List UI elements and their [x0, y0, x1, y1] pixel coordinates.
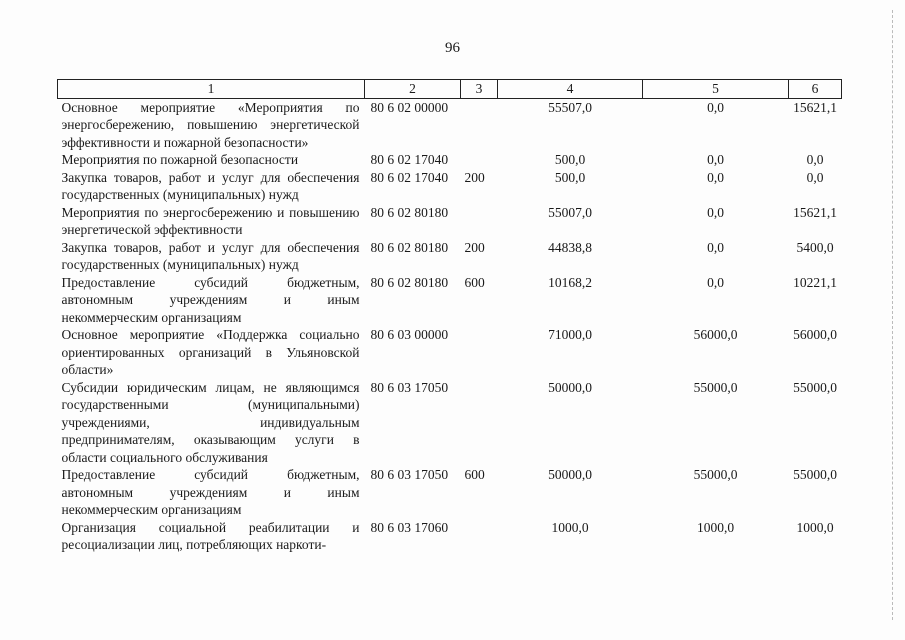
row-code: 80 6 03 00000 — [370, 327, 449, 342]
row-expense-type — [461, 379, 498, 467]
row-value-col6: 0,0 — [806, 152, 824, 167]
table-row — [58, 326, 842, 379]
row-expense-type — [461, 519, 498, 554]
row-expense-type: 600 — [464, 274, 485, 290]
row-value-col6: 15621,1 — [793, 99, 837, 115]
row-code: 80 6 02 00000 — [370, 99, 449, 115]
column-header: 4 — [498, 80, 643, 99]
row-expense-type — [461, 204, 498, 239]
table-row — [58, 239, 842, 274]
row-code: 80 6 02 80180 — [370, 274, 449, 290]
row-code: 80 6 03 17050 — [370, 467, 449, 482]
column-header: 6 — [789, 80, 842, 99]
row-value-col4: 1000,0 — [551, 519, 589, 535]
table-row — [58, 519, 842, 554]
row-value-col4: 55507,0 — [548, 99, 592, 115]
row-value-col5: 0,0 — [707, 204, 724, 220]
row-code: 80 6 03 17060 — [370, 519, 449, 535]
row-code: 80 6 03 17050 — [370, 379, 449, 395]
column-header: 5 — [643, 80, 789, 99]
row-description: Предоставление субсидий бюджетным, автономным учреждениям и иным некоммерческим организациям — [61, 274, 360, 325]
row-expense-type — [461, 151, 498, 169]
row-value-col4: 55007,0 — [548, 204, 592, 220]
table-header-row — [58, 80, 842, 99]
row-value-col5: 1000,0 — [696, 519, 735, 535]
row-description: Основное мероприятие «Поддержка социально ориентированных организаций в Ульяновской области» — [61, 327, 360, 377]
row-value-col4: 71000,0 — [548, 327, 592, 342]
row-code: 80 6 02 80180 — [370, 204, 449, 220]
row-value-col5: 0,0 — [707, 274, 724, 290]
row-value-col6: 15621,1 — [793, 204, 837, 220]
row-value-col4: 500,0 — [554, 169, 586, 185]
row-expense-type: 200 — [464, 239, 485, 255]
scan-edge-line — [891, 10, 893, 620]
row-description: Субсидии юридическим лицам, не являющимся государственными (муниципальными) учреждениями, индивидуальным предпринимателям, оказывающим услуги в области социального обслуживания — [61, 379, 360, 465]
row-expense-type: 200 — [464, 169, 485, 185]
row-value-col4: 44838,8 — [548, 239, 592, 255]
row-expense-type — [461, 326, 498, 379]
table-row — [58, 466, 842, 519]
row-value-col6: 55000,0 — [793, 379, 837, 395]
row-description: Основное мероприятие «Мероприятия по энергосбережению, повышению энергетической эффективности и пожарной безопасности» — [61, 99, 360, 150]
row-value-col5: 0,0 — [707, 99, 724, 115]
row-value-col4: 500,0 — [554, 152, 586, 167]
row-description: Мероприятия по энергосбережению и повышению энергетической эффективности — [61, 204, 360, 237]
row-code: 80 6 02 17040 — [370, 169, 449, 185]
budget-table — [57, 79, 842, 554]
row-expense-type — [461, 98, 498, 151]
row-code: 80 6 02 17040 — [370, 152, 449, 167]
column-header: 2 — [365, 80, 461, 99]
row-value-col5: 0,0 — [707, 239, 724, 255]
row-value-col6: 10221,1 — [793, 274, 837, 290]
table-row — [58, 169, 842, 204]
row-value-col5: 55000,0 — [693, 467, 738, 482]
row-description: Предоставление субсидий бюджетным, автономным учреждениям и иным некоммерческим организациям — [61, 467, 360, 517]
row-value-col6: 5400,0 — [796, 239, 834, 255]
row-description: Организация социальной реабилитации и ресоциализации лиц, потребляющих наркоти- — [61, 519, 360, 552]
row-value-col5: 55000,0 — [693, 379, 738, 395]
row-value-col6: 1000,0 — [796, 519, 834, 535]
page-number: 96 — [445, 40, 460, 56]
column-header: 3 — [461, 80, 498, 99]
row-description: Закупка товаров, работ и услуг для обеспечения государственных (муниципальных) нужд — [61, 239, 360, 272]
row-value-col5: 56000,0 — [693, 327, 738, 342]
row-code: 80 6 02 80180 — [370, 239, 449, 255]
column-header: 1 — [58, 80, 365, 99]
row-expense-type: 600 — [464, 467, 485, 482]
table-row — [58, 274, 842, 327]
row-value-col4: 50000,0 — [548, 467, 592, 482]
row-value-col6: 56000,0 — [793, 327, 837, 342]
row-description: Мероприятия по пожарной безопасности — [61, 152, 299, 167]
table-row — [58, 379, 842, 467]
row-value-col5: 0,0 — [707, 169, 724, 185]
table-row — [58, 151, 842, 169]
table-row — [58, 98, 842, 151]
row-value-col6: 0,0 — [806, 169, 824, 185]
row-value-col5: 0,0 — [707, 152, 724, 167]
row-value-col4: 10168,2 — [548, 274, 592, 290]
row-value-col6: 55000,0 — [793, 467, 837, 482]
table-row — [58, 204, 842, 239]
row-value-col4: 50000,0 — [548, 379, 592, 395]
row-description: Закупка товаров, работ и услуг для обеспечения государственных (муниципальных) нужд — [61, 169, 360, 202]
